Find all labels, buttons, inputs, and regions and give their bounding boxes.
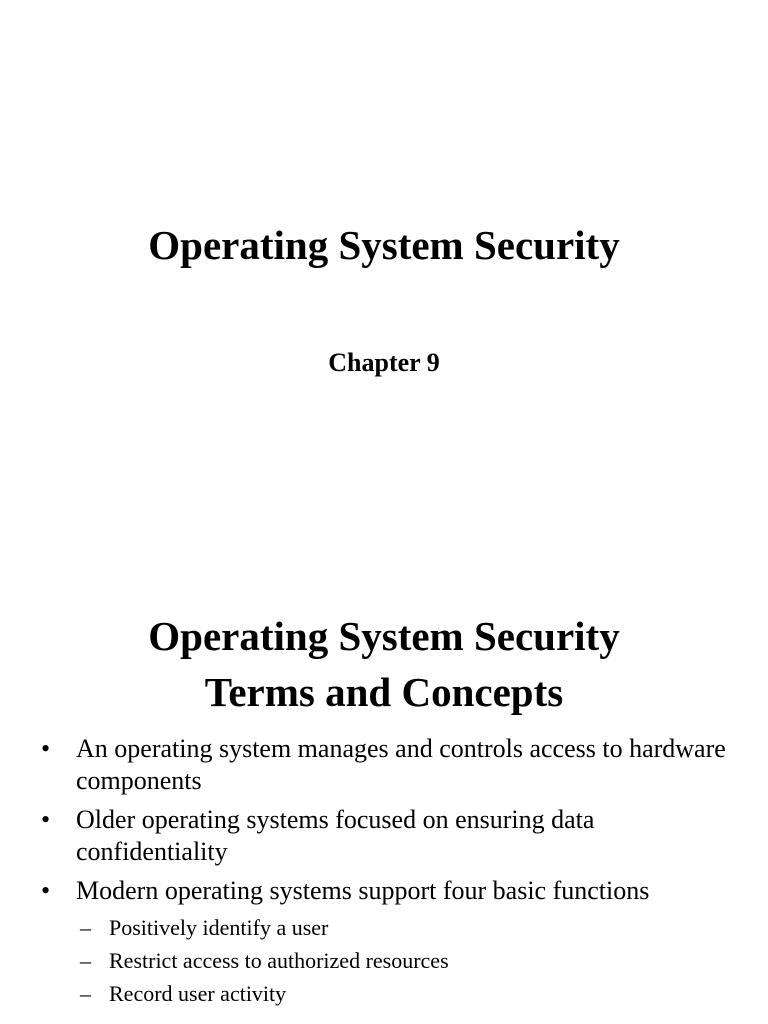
- slide-2-title-line-1: Operating System Security: [148, 613, 620, 659]
- dash-marker: –: [80, 948, 91, 973]
- bullet-text: Modern operating systems support four basic functions: [76, 876, 650, 905]
- dash-marker: –: [80, 915, 91, 940]
- bullet-text: An operating system manages and controls access to hardware components: [76, 734, 726, 795]
- sub-bullet-item: [0, 980, 768, 1007]
- bullet-item: [0, 875, 768, 907]
- bullet-marker: •: [41, 805, 51, 834]
- dash-marker: –: [80, 981, 91, 1006]
- bullet-text: Older operating systems focused on ensuring data confidentiality: [76, 805, 595, 866]
- slide-1-title: Operating System Security: [148, 222, 620, 268]
- bullet-marker: •: [41, 734, 51, 763]
- sub-bullet-item: [0, 914, 768, 941]
- sub-bullet-item: [0, 947, 768, 974]
- bullet-item: [0, 804, 768, 868]
- bullet-marker: •: [41, 876, 51, 905]
- sub-bullet-list: [0, 914, 768, 1007]
- sub-bullet-group: [0, 914, 768, 1007]
- slide-1-chapter-label: Chapter 9: [328, 348, 440, 377]
- slide-2-title-line-2: Terms and Concepts: [204, 669, 564, 715]
- sub-bullet-text: Record user activity: [109, 981, 287, 1006]
- bullet-list: [0, 733, 768, 1013]
- slide-2-title: [0, 608, 768, 720]
- bullet-item: [0, 733, 768, 797]
- sub-bullet-text: Positively identify a user: [109, 915, 329, 940]
- sub-bullet-text: Restrict access to authorized resources: [109, 948, 449, 973]
